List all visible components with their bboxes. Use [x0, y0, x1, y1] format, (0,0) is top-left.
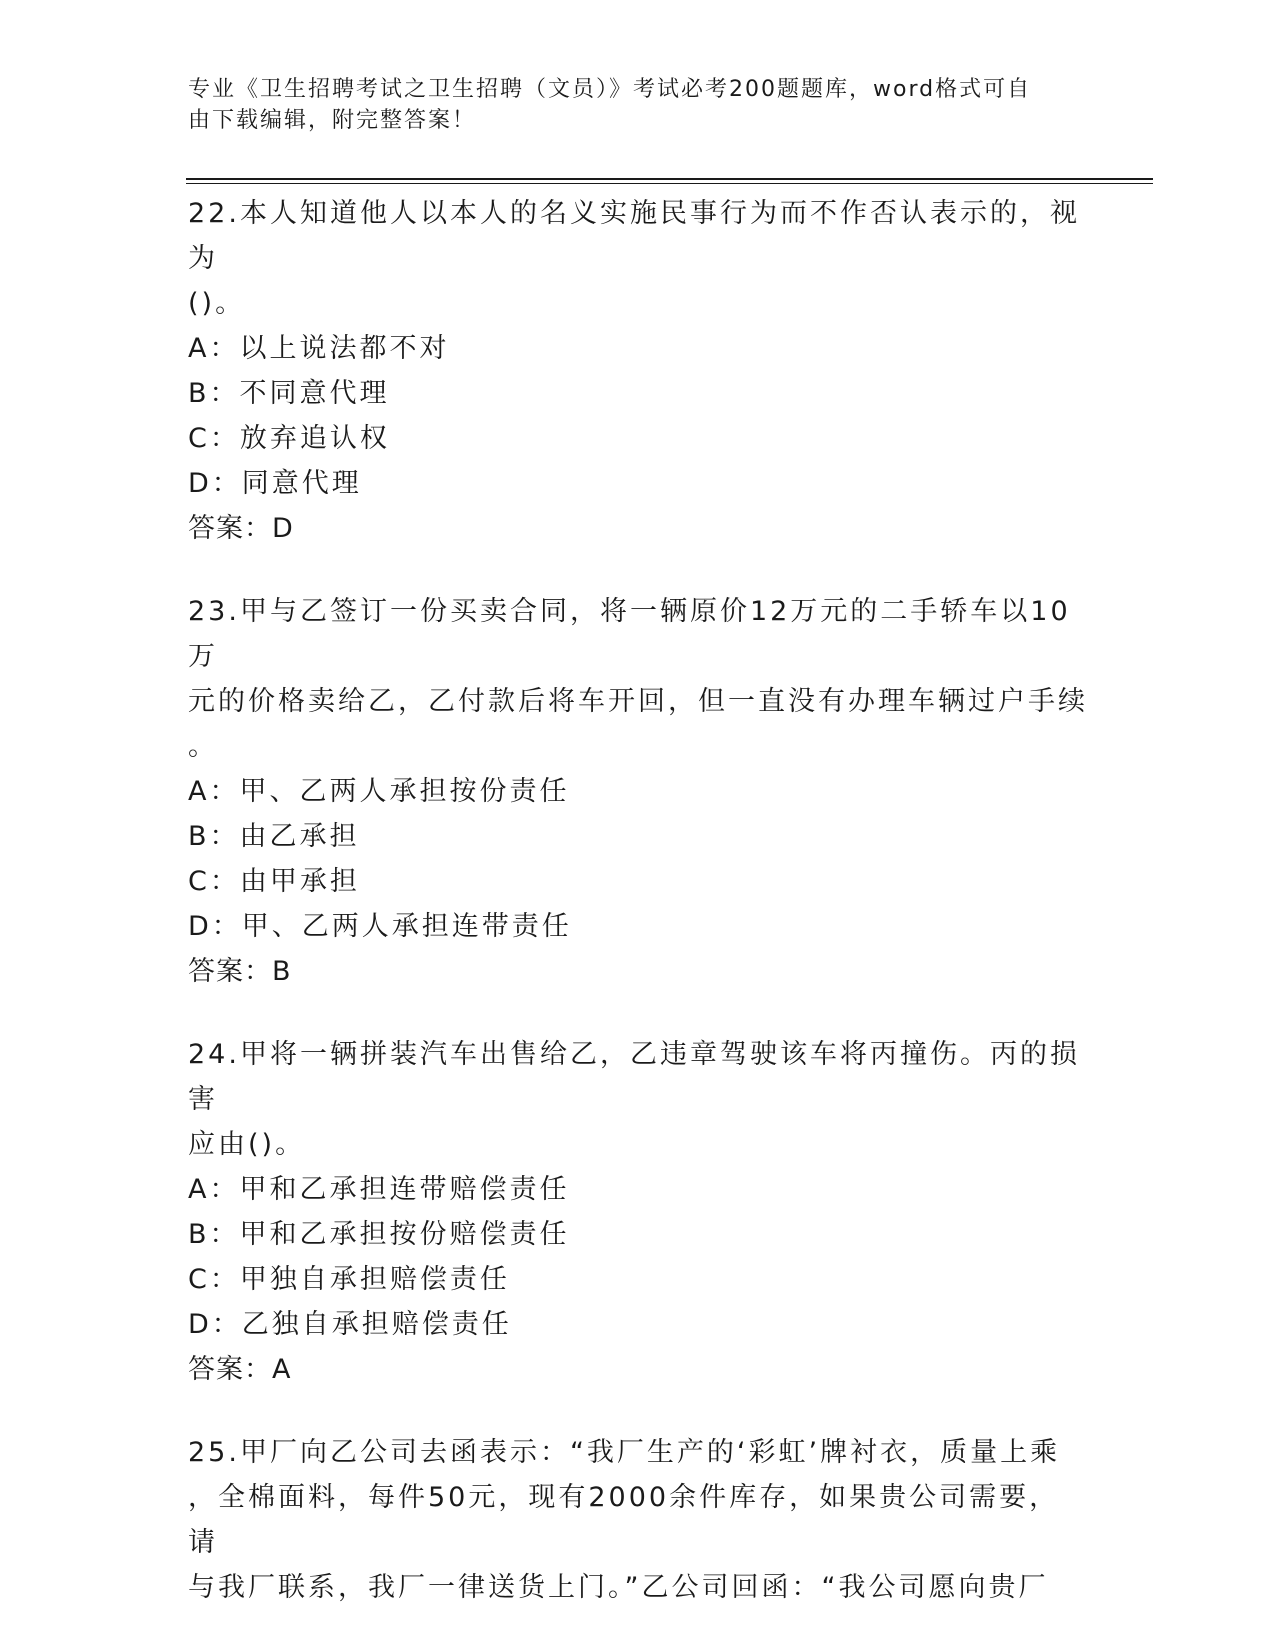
question-22	[188, 191, 1088, 551]
question-text: 24.甲将一辆拼装汽车出售给乙，乙违章驾驶该车将丙撞伤。丙的损害	[188, 1039, 1080, 1115]
option-d: D：同意代理	[188, 468, 362, 499]
question-23	[188, 589, 1088, 994]
option-b: B：由乙承担	[188, 821, 360, 852]
option-b: B：不同意代理	[188, 378, 390, 409]
option-a: A：以上说法都不对	[188, 333, 450, 364]
question-24	[188, 1032, 1088, 1392]
question-text: 元的价格卖给乙，乙付款后将车开回，但一直没有办理车辆过户手续	[188, 686, 1088, 717]
question-text: 。	[188, 731, 218, 762]
option-c: C：甲独自承担赔偿责任	[188, 1264, 510, 1295]
question-text: 22.本人知道他人以本人的名义实施民事行为而不作否认表示的，视为	[188, 198, 1080, 274]
answer-line	[188, 1347, 1088, 1392]
option-d: D：甲、乙两人承担连带责任	[188, 911, 572, 942]
option-c: C：放弃追认权	[188, 423, 390, 454]
question-text: 25.甲厂向乙公司去函表示：“我厂生产的‘彩虹’牌衬衣，质量上乘	[188, 1437, 1061, 1468]
answer-label: 答案：	[188, 1354, 272, 1385]
answer-value: B	[272, 956, 292, 987]
question-text: 与我厂联系，我厂一律送货上门。”乙公司回函：“我公司愿向贵厂	[188, 1572, 1049, 1603]
answer-label: 答案：	[188, 956, 272, 987]
answer-line	[188, 506, 1088, 551]
question-text: 23.甲与乙签订一份买卖合同，将一辆原价12万元的二手轿车以10万	[188, 596, 1071, 672]
document-header	[188, 74, 1068, 136]
option-d: D：乙独自承担赔偿责任	[188, 1309, 512, 1340]
option-c: C：由甲承担	[188, 866, 360, 897]
header-line-1: 专业《卫生招聘考试之卫生招聘（文员）》考试必考200题题库，word格式可自	[188, 77, 1032, 102]
answer-label: 答案：	[188, 513, 272, 544]
question-text: ，全棉面料，每件50元，现有2000余件库存，如果贵公司需要，请	[188, 1482, 1060, 1558]
option-a: A：甲和乙承担连带赔偿责任	[188, 1174, 570, 1205]
header-divider-thick	[186, 178, 1153, 180]
option-a: A：甲、乙两人承担按份责任	[188, 776, 570, 807]
header-divider-thin	[186, 183, 1153, 184]
option-b: B：甲和乙承担按份赔偿责任	[188, 1219, 570, 1250]
question-list	[188, 191, 1088, 1648]
answer-value: D	[272, 513, 294, 544]
question-text: ()。	[188, 288, 246, 319]
question-25	[188, 1430, 1088, 1610]
header-line-2: 由下载编辑，附完整答案！	[188, 108, 477, 133]
question-text: 应由()。	[188, 1129, 306, 1160]
answer-line	[188, 949, 1088, 994]
answer-value: A	[272, 1354, 292, 1385]
